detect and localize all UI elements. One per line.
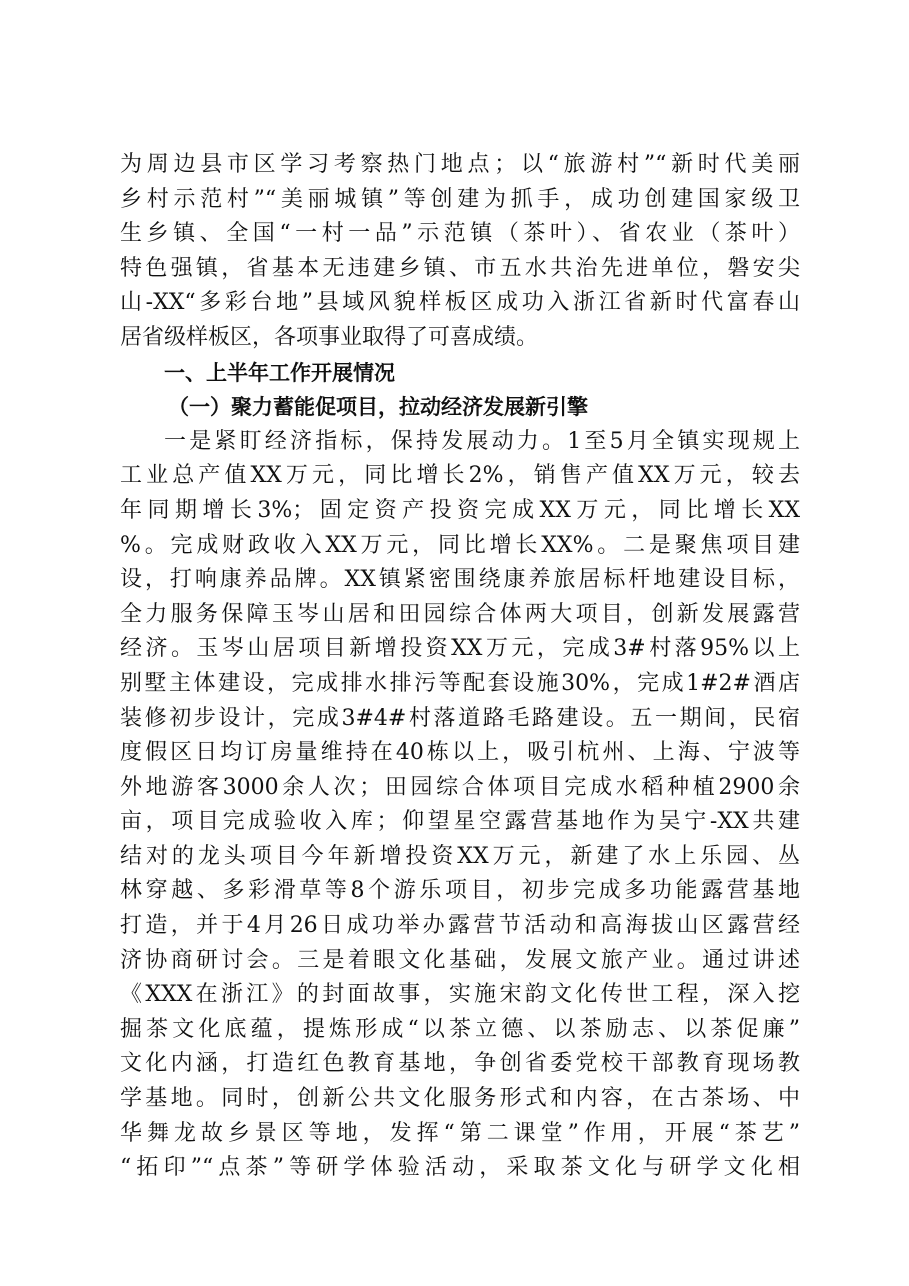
document-body xyxy=(120,148,800,1186)
paragraph-line: 打造，并于4月26日成功举办露营节活动和高海拔山区露营经 xyxy=(120,913,800,939)
paragraph-line: 装修初步设计，完成3#4#村落道路毛路建设。五一期间，民宿 xyxy=(120,705,800,731)
paragraph-line: 度假区日均订房量维持在40栋以上，吸引杭州、上海、宁波等 xyxy=(120,740,800,766)
paragraph-line: 年同期增长3%；固定资产投资完成XX万元，同比增长XX xyxy=(120,497,800,523)
paragraph-line: 一是紧盯经济指标，保持发展动力。1至5月全镇实现规上 xyxy=(164,428,800,454)
paragraph-line: 设，打响康养品牌。XX镇紧密围绕康养旅居标杆地建设目标， xyxy=(120,567,800,593)
paragraph-line: 工业总产值XX万元，同比增长2%，销售产值XX万元，较去 xyxy=(120,463,800,489)
paragraph-line: 济协商研讨会。三是着眼文化基础，发展文旅产业。通过讲述 xyxy=(120,947,800,973)
paragraph-line: 全力服务保障玉岑山居和田园综合体两大项目，创新发展露营 xyxy=(120,601,800,627)
paragraph-line: 掘茶文化底蕴，提炼形成“以茶立德、以茶励志、以茶促廉” xyxy=(120,1016,800,1042)
paragraph-line: 居省级样板区，各项事业取得了可喜成绩。 xyxy=(120,324,539,350)
paragraph-line: 生乡镇、全国“一村一品”示范镇（茶叶）、省农业（茶叶） xyxy=(120,221,800,247)
paragraph-line: “拓印”“点茶”等研学体验活动，采取茶文化与研学文化相 xyxy=(120,1155,800,1181)
paragraph-line: 别墅主体建设，完成排水排污等配套设施30%，完成1#2#酒店 xyxy=(120,670,800,696)
paragraph-line: 乡村示范村”“美丽城镇”等创建为抓手，成功创建国家级卫 xyxy=(120,186,800,212)
paragraph-line: 文化内涵，打造红色教育基地，争创省委党校干部教育现场教 xyxy=(120,1051,800,1077)
subsection-heading: （一）聚力蓄能促项目，拉动经济发展新引擎 xyxy=(168,395,588,420)
paragraph-line: 学基地。同时，创新公共文化服务形式和内容，在古茶场、中 xyxy=(120,1086,800,1112)
paragraph-line: 华舞龙故乡景区等地，发挥“第二课堂”作用，开展“茶艺” xyxy=(120,1120,800,1146)
section-heading: 一、上半年工作开展情况 xyxy=(164,360,395,385)
paragraph-line: 结对的龙头项目今年新增投资XX万元，新建了水上乐园、丛 xyxy=(120,843,800,869)
paragraph-line: 《XXX在浙江》的封面故事，实施宋韵文化传世工程，深入挖 xyxy=(120,982,800,1008)
paragraph-line: 亩，项目完成验收入库；仰望星空露营基地作为吴宁-XX共建 xyxy=(120,809,800,835)
paragraph-line: 林穿越、多彩滑草等8个游乐项目，初步完成多功能露营基地 xyxy=(120,878,800,904)
paragraph-line: 经济。玉岑山居项目新增投资XX万元，完成3#村落95%以上 xyxy=(120,636,800,662)
paragraph-line: 特色强镇，省基本无违建乡镇、市五水共治先进单位，磐安尖 xyxy=(120,255,800,281)
paragraph-line: %。完成财政收入XX万元，同比增长XX%。二是聚焦项目建 xyxy=(120,532,800,558)
paragraph-line: 山-XX“多彩台地”县域风貌样板区成功入浙江省新时代富春山 xyxy=(120,290,800,316)
paragraph-line: 为周边县市区学习考察热门地点；以“旅游村”“新时代美丽 xyxy=(120,152,800,177)
paragraph-line: 外地游客3000余人次；田园综合体项目完成水稻种植2900余 xyxy=(120,774,800,800)
